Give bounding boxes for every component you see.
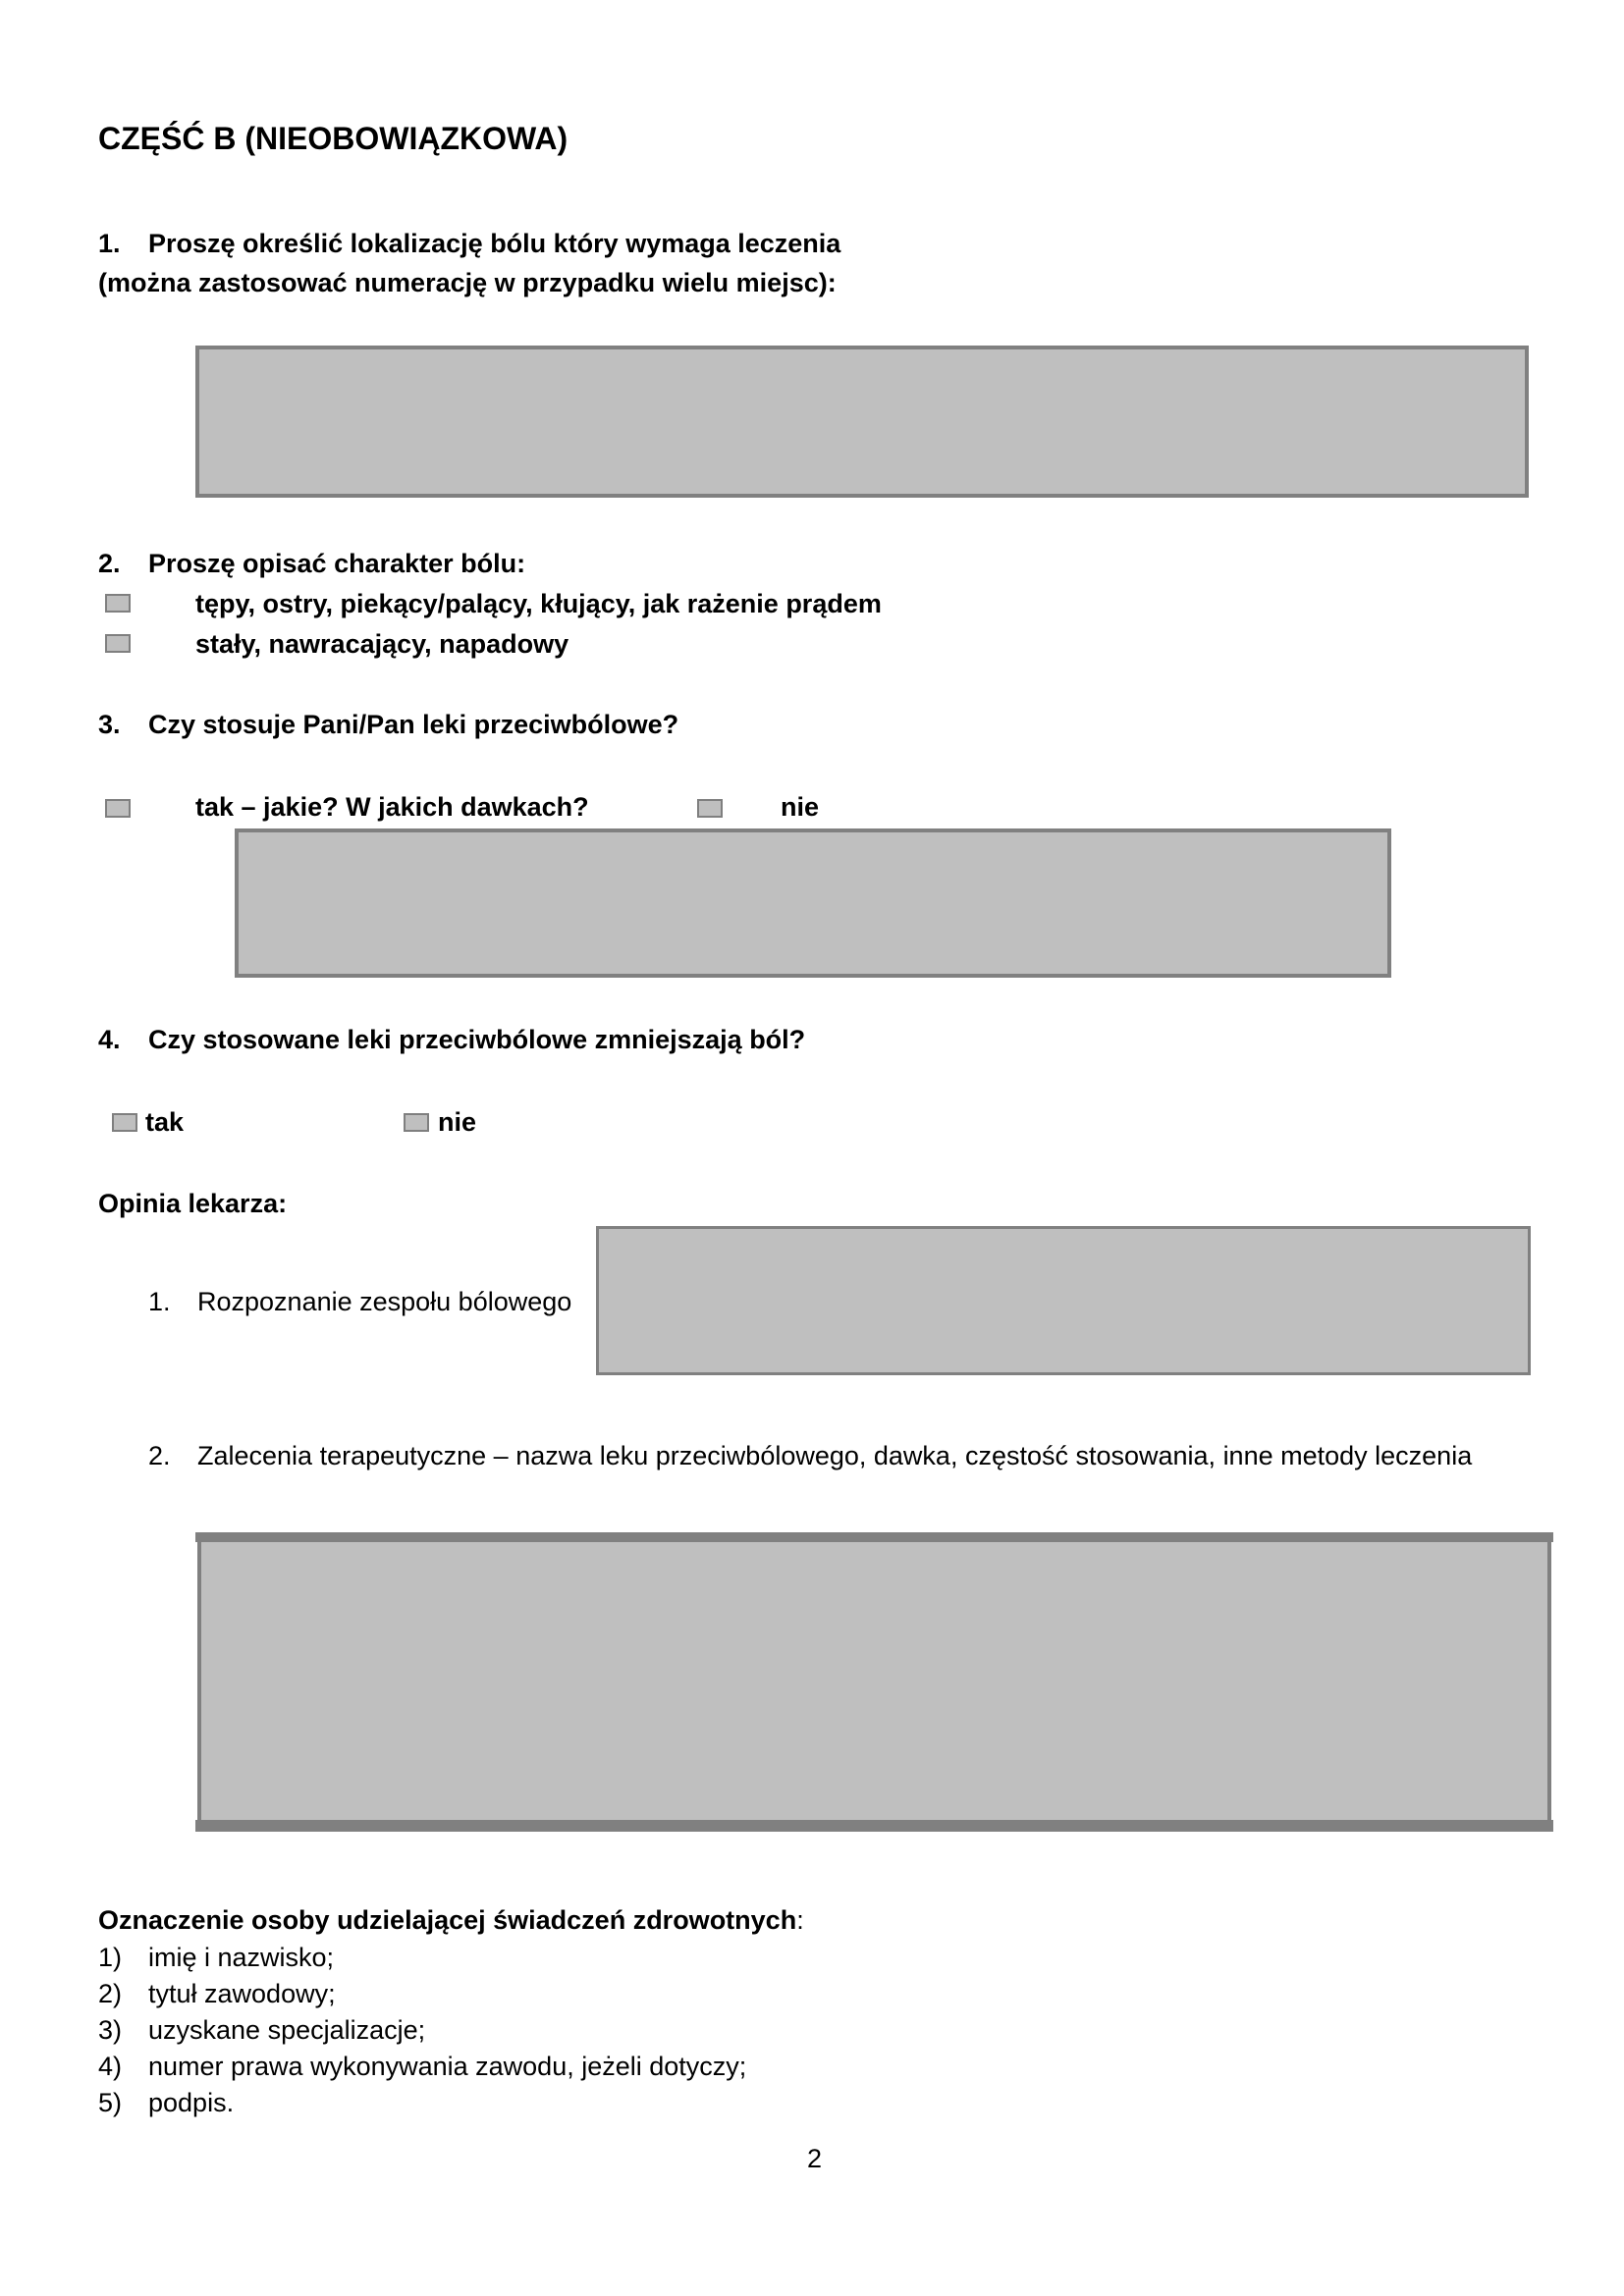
painkillers-effective-no-checkbox[interactable] (404, 1113, 429, 1132)
provider-item-name: imię i nazwisko; (148, 1943, 335, 1972)
provider-item-number: 2) (98, 1979, 123, 2008)
opinion-title: Opinia lekarza: (98, 1189, 288, 1218)
q1-text: Proszę określić lokalizację bólu który wymaga leczenia (148, 229, 841, 258)
q2-text: Proszę opisać charakter bólu: (148, 549, 526, 578)
recommendations-field-bottom-edge (195, 1820, 1553, 1832)
provider-item-signature: podpis. (148, 2088, 235, 2117)
q3-number: 3. (98, 710, 121, 739)
recommendations-number: 2. (148, 1441, 171, 1470)
provider-title: Oznaczenie osoby udzielającej świadczeń zdrowotnych (98, 1905, 797, 1935)
painkillers-effective-yes-checkbox[interactable] (112, 1113, 137, 1132)
recommendations-field-top-edge (195, 1532, 1553, 1542)
q1-text-line2: (można zastosować numerację w przypadku wielu miejsc): (98, 268, 837, 297)
painkillers-yes-checkbox[interactable] (105, 799, 131, 818)
q4-text: Czy stosowane leki przeciwbólowe zmniejszają ból? (148, 1025, 806, 1054)
page-number: 2 (807, 2144, 823, 2173)
diagnosis-field[interactable] (596, 1226, 1531, 1375)
q3-text: Czy stosuje Pani/Pan leki przeciwbólowe? (148, 710, 679, 739)
diagnosis-label: Rozpoznanie zespołu bólowego (197, 1287, 572, 1316)
provider-item-number: 3) (98, 2015, 123, 2045)
q2-number: 2. (98, 549, 121, 578)
provider-item-number: 1) (98, 1943, 123, 1972)
painkillers-no-checkbox[interactable] (697, 799, 723, 818)
provider-title-line (98, 1904, 804, 1936)
provider-item-number: 5) (98, 2088, 123, 2117)
provider-title-colon: : (796, 1905, 804, 1935)
q1-number: 1. (98, 229, 121, 258)
provider-item-title: tytuł zawodowy; (148, 1979, 336, 2008)
painkillers-yes-label: tak – jakie? W jakich dawkach? (195, 792, 589, 822)
pain-location-field[interactable] (195, 346, 1529, 498)
section-heading: CZĘŚĆ B (NIEOBOWIĄZKOWA) (98, 121, 568, 156)
pain-pattern-label: stały, nawracający, napadowy (195, 629, 569, 659)
painkillers-effective-yes-label: tak (145, 1107, 185, 1137)
q4-number: 4. (98, 1025, 121, 1054)
diagnosis-number: 1. (148, 1287, 171, 1316)
provider-item-number: 4) (98, 2052, 123, 2081)
provider-item-license: numer prawa wykonywania zawodu, jeżeli dotyczy; (148, 2052, 747, 2081)
pain-pattern-checkbox[interactable] (105, 634, 131, 653)
pain-type-label: tępy, ostry, piekący/palący, kłujący, jak rażenie prądem (195, 589, 882, 618)
painkillers-no-label: nie (781, 792, 820, 822)
recommendations-field[interactable] (197, 1537, 1551, 1829)
painkillers-dosage-field[interactable] (235, 828, 1391, 978)
provider-item-specializations: uzyskane specjalizacje; (148, 2015, 426, 2045)
pain-type-checkbox[interactable] (105, 594, 131, 613)
recommendations-label: Zalecenia terapeutyczne – nazwa leku przeciwbólowego, dawka, częstość stosowania, inne metody leczenia (197, 1441, 1473, 1470)
painkillers-effective-no-label: nie (438, 1107, 477, 1137)
